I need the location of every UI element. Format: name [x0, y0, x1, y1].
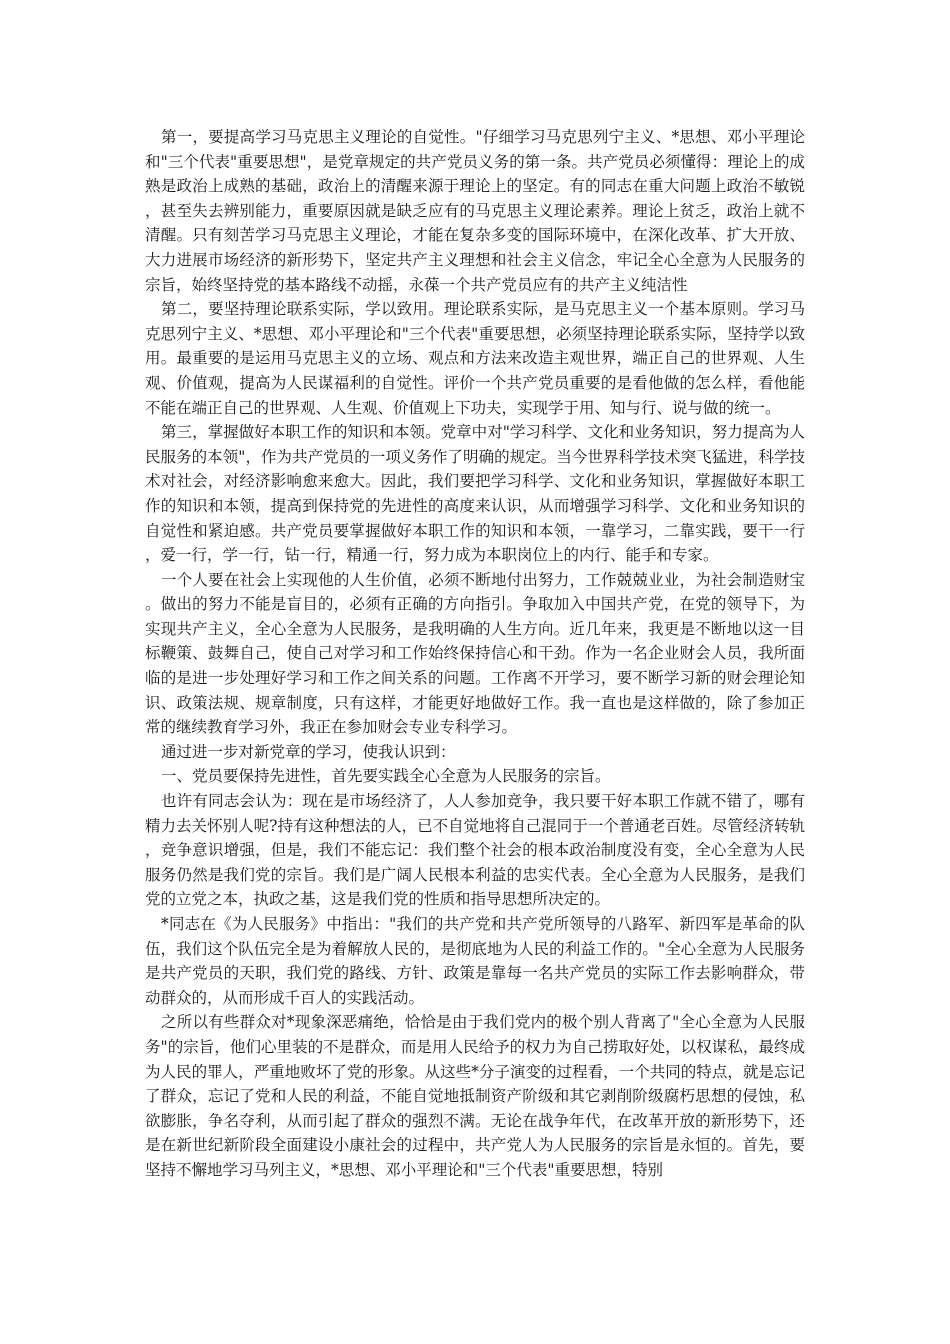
- paragraph-job-knowledge: 第三，掌握做好本职工作的知识和本领。党章中对"学习科学、文化和业务知识，努力提高为人民服务的本领"，作为共产党员的一项义务作了明确的规定。当今世界科学技术突飞猛进，科学技术对社会，对经济影响愈来愈大。因此，我们要把学习科学、文化和业务知识，掌握做好本职工作的知识和本领，提高到保持党的先进性的高度来认识，从而增强学习科学、文化和业务知识的自觉性和紧迫感。共产党员要掌握做好本职工作的知识和本领，一靠学习，二靠实践，要干一行，爱一行，学一行，钻一行，精通一行，努力成为本职岗位上的内行、能手和专家。: [145, 423, 805, 565]
- paragraph-corruption: 之所以有些群众对*现象深恶痛绝，恰恰是由于我们党内的极个别人背离了"全心全意为人民服务"的宗旨，他们心里装的不是群众，而是用人民给予的权力为自己捞取好处，以权谋私，最终成为人民的罪人，严重地败坏了党的形象。从这些*分子演变的过程看，一个共同的特点，就是忘记了群众，忘记了党和人民的利益，不能自觉地抵制资产阶级和其它剥削阶级腐朽思想的侵蚀，私欲膨胀，争名夺利，从而引起了群众的强烈不满。无论在战争年代，在改革开放的新形势下，还是在新世纪新阶段全面建设小康社会的过程中，共产党人为人民服务的宗旨是永恒的。首先，要坚持不懈地学习马列主义，*思想、邓小平理论和"三个代表"重要思想，特别: [145, 1013, 805, 1179]
- paragraph-serve-the-people-quote: *同志在《为人民服务》中指出："我们的共产党和共产党所领导的八路军、新四军是革命的队伍，我们这个队伍完全是为着解放人民的，是彻底地为人民的利益工作的。"全心全意为人民服务是共产党员的天职，我们党的路线、方针、政策是靠每一名共产党员的实际工作去影响群众，带动群众的，从而形成千百人的实践活动。: [145, 915, 805, 1007]
- paragraph-theory-awareness: 第一，要提高学习马克思主义理论的自觉性。"仔细学习马克思列宁主义、*思想、邓小平理论和"三个代表"重要思想"，是党章规定的共产党员义务的第一条。共产党员必须懂得：理论上的成熟是政治上成熟的基础，政治上的清醒来源于理论上的坚定。有的同志在重大问题上政治不敏锐，甚至失去辨别能力，重要原因就是缺乏应有的马克思主义理论素养。理论上贫乏，政治上就不清醒。只有刻苦学习马克思主义理论，才能在复杂多变的国际环境中，在深化改革、扩大开放、大力进展市场经济的新形势下，坚定共产主义理想和社会主义信念，牢记全心全意为人民服务的宗旨，始终坚持党的基本路线不动摇，永葆一个共产党员应有的共产主义纯洁性: [145, 128, 805, 294]
- paragraph-realization-intro: 通过进一步对新党章的学习，使我认识到：: [161, 742, 456, 761]
- paragraph-theory-practice: 第二，要坚持理论联系实际，学以致用。理论联系实际，是马克思主义一个基本原则。学习马克思列宁主义、*思想、邓小平理论和"三个代表"重要思想，必须坚持理论联系实际，坚持学以致用。最重要的是运用马克思主义的立场、观点和方法来改造主观世界，端正自己的世界观、人生观、价值观，提高为人民谋福利的自觉性。评价一个共产党员重要的是看他做的怎么样，看他能不能在端正自己的世界观、人生观、价值观上下功夫，实现学于用、知与行、说与做的统一。: [145, 300, 805, 417]
- document-body: [145, 125, 805, 1183]
- paragraph-personal-value: 一个人要在社会上实现他的人生价值，必须不断地付出努力，工作兢兢业业，为社会制造财宝。做出的努力不能是盲目的，必须有正确的方向指引。争取加入中国共产党，在党的领导下，为实现共产主义，全心全意为人民服务，是我明确的人生方向。近几年来，我更是不断地以这一目标鞭策、鼓舞自己，使自己对学习和工作始终保持信心和干劲。作为一名企业财会人员，我所面临的是进一步处理好学习和工作之间关系的问题。工作离不开学习，要不断学习新的财会理论知识、政策法规、规章制度，只有这样，才能更好地做好工作。我一直也是这样做的，除了参加正常的继续教育学习外，我正在参加财会专业专科学习。: [145, 570, 805, 737]
- paragraph-market-economy: 也许有同志会认为：现在是市场经济了，人人参加竞争，我只要干好本职工作就不错了，哪有精力去关怀别人呢?持有这种想法的人，已不自觉地将自己混同于一个普通老百姓。尽管经济转轨，竞争意识增强，但是，我们不能忘记：我们整个社会的根本政治制度没有变，全心全意为人民服务仍然是我们党的宗旨。我们是广阔人民根本利益的忠实代表。全心全意为人民服务，是我们党的立党之本，执政之基，这是我们党的性质和指导思想所决定的。: [145, 792, 805, 909]
- paragraph-point-one-heading: 一、党员要保持先进性，首先要实践全心全意为人民服务的宗旨。: [161, 767, 611, 786]
